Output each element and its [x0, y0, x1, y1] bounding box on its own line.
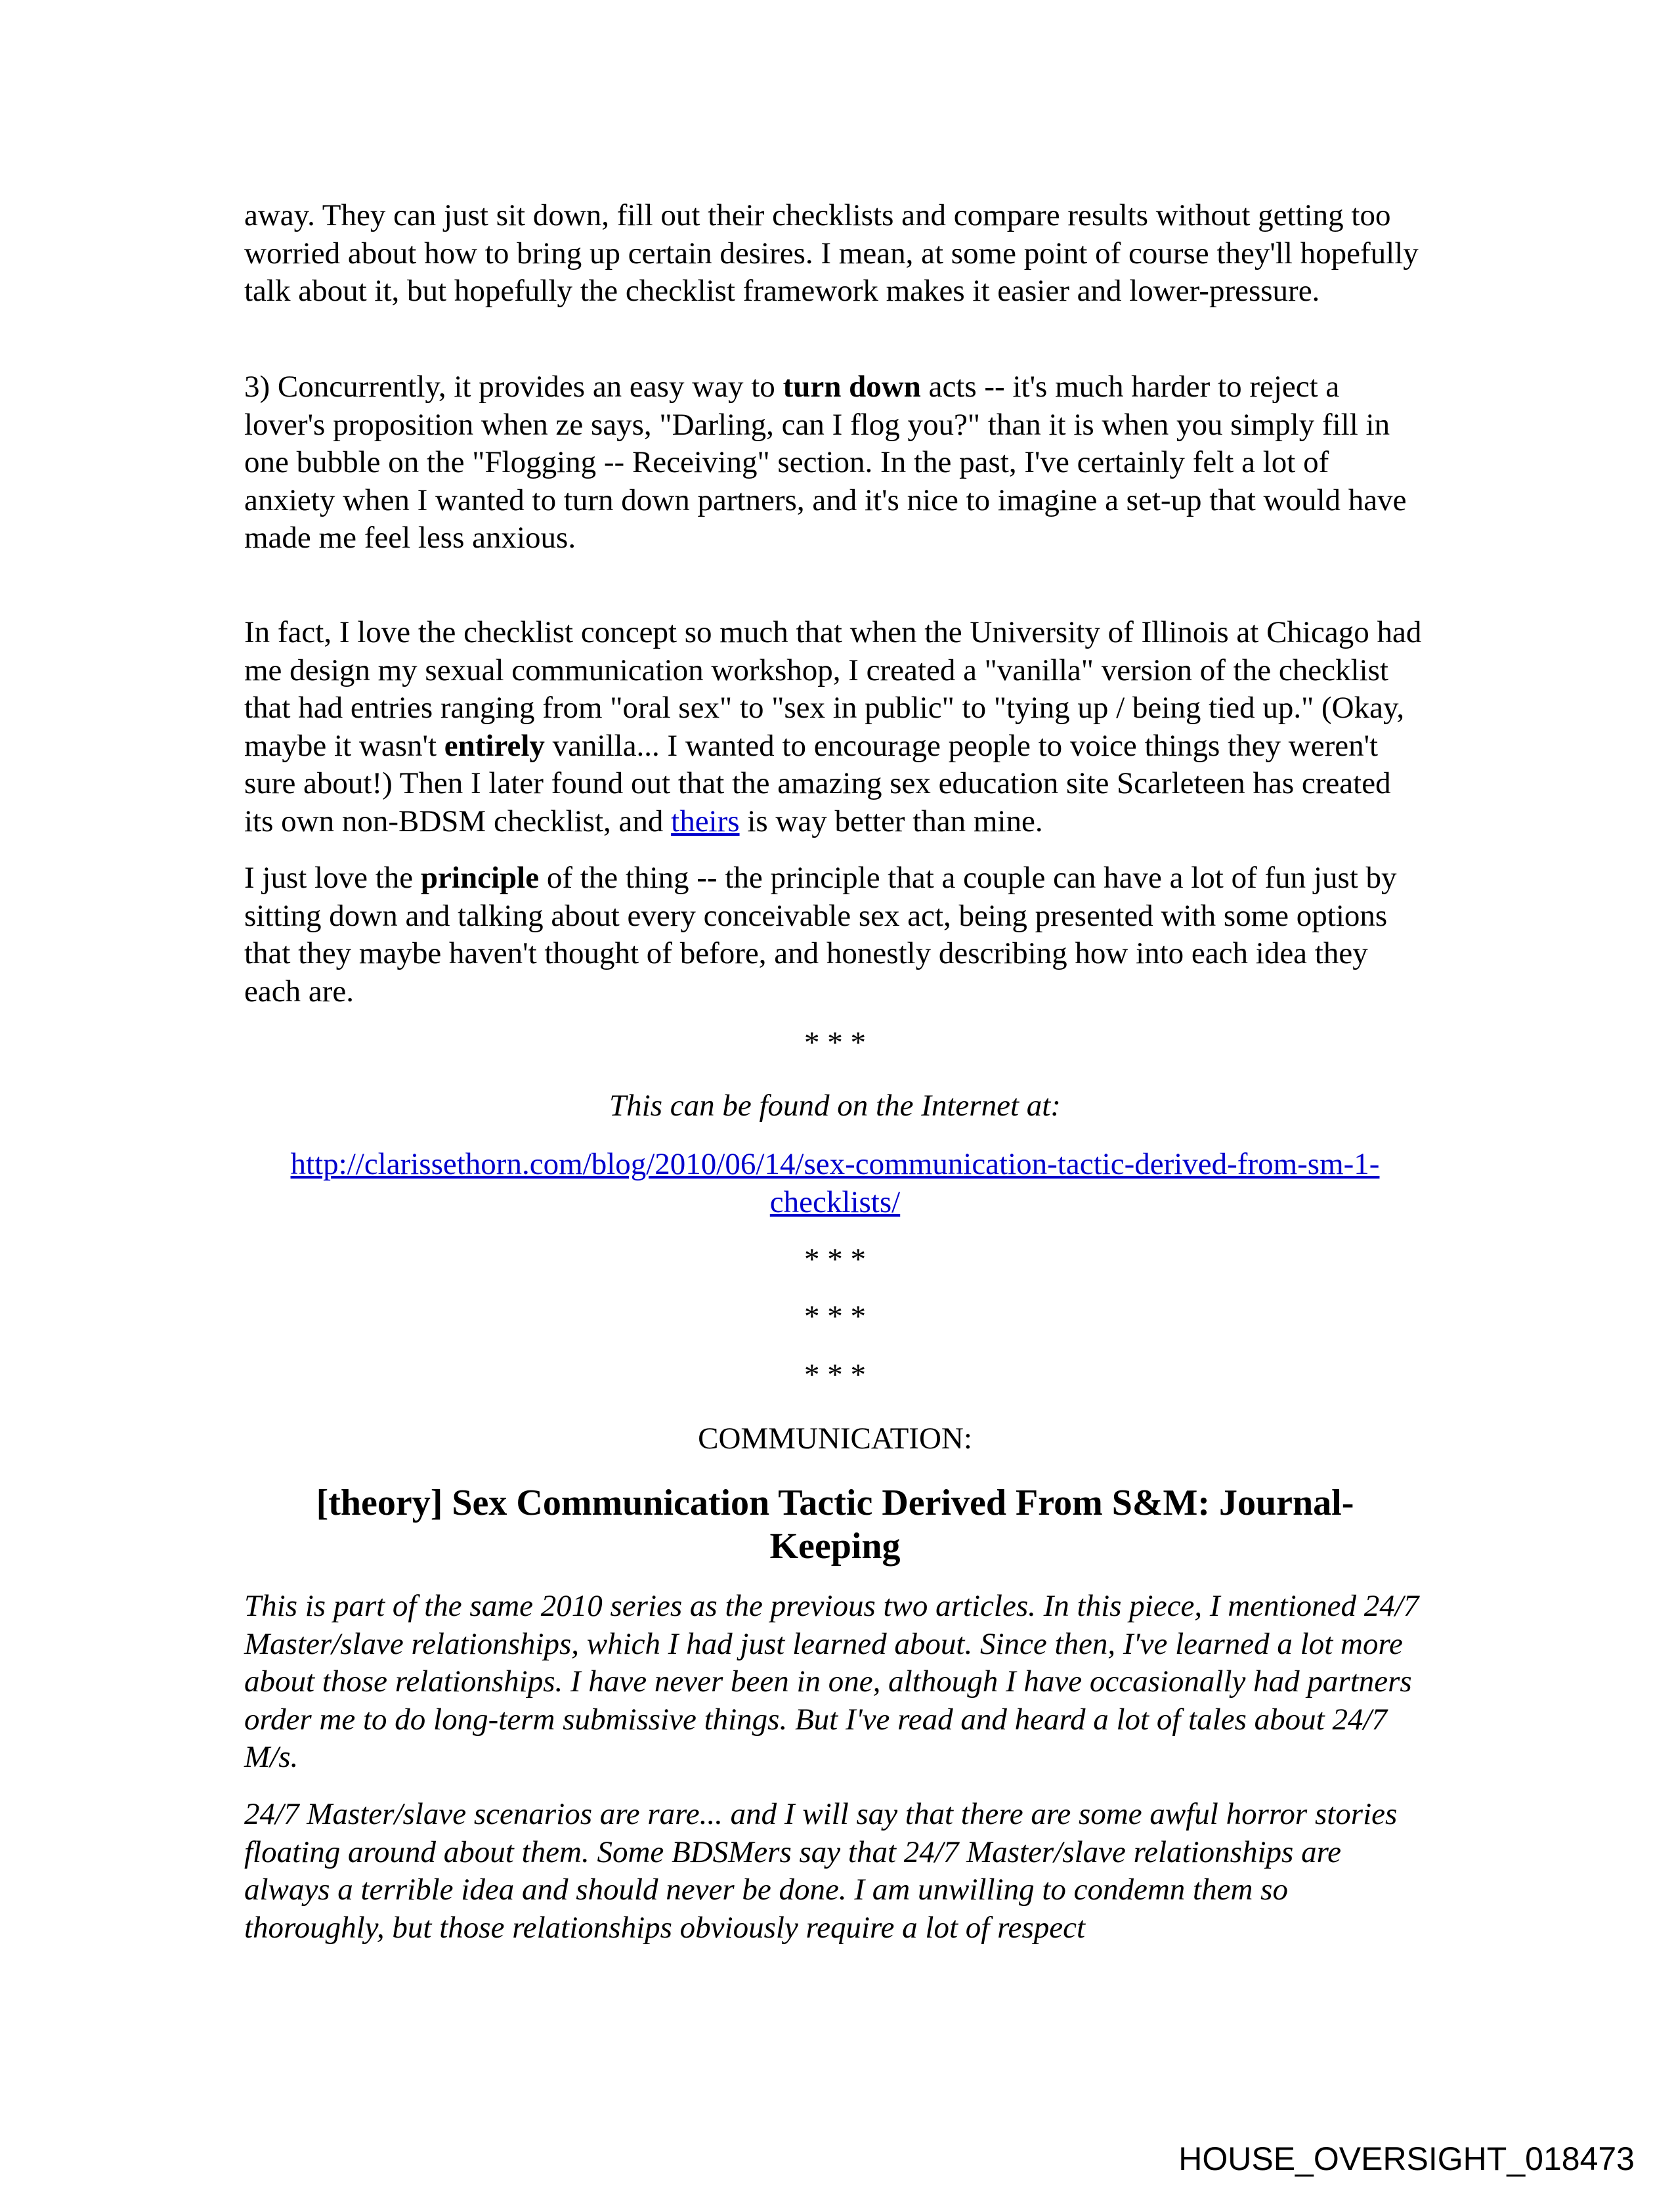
text: acts -- it's much harder to reject a lover's proposition when ze says, "Darling, can I flog you?" than it is when you simply fill in one bubble on the "Flogging -- Receiving" section. In the past, I've certainly felt a lot of anxiety when I wanted to turn down partners, and it's nice to imagine a set-up that would have made me feel less anxious.	[244, 370, 1407, 555]
separator: * * *	[804, 1299, 866, 1334]
separator: * * *	[804, 1026, 866, 1060]
source-label: This can be found on the Internet at:	[609, 1089, 1061, 1123]
intro-paragraph: 24/7 Master/slave scenarios are rare... and I will say that there are some awful horror stories floating around about them. Some BDSMers say that 24/7 Master/slave relationships are always a terrible idea and should never be done. I am unwilling to condemn them so thoroughly, but those relationships obviously require a lot of respect	[244, 1797, 1398, 1945]
text: vanilla... I wanted to encourage people to voice things they weren't sure about!) Then I later found out that the amazing sex education site Scarleteen has created its own non-BDSM checklist, and	[244, 728, 1391, 838]
paragraph-checklist-pressure: away. They can just sit down, fill out their checklists and compare results without getting too worried about how to bring up certain desires. I mean, at some point of course they'll hopefully talk about it, but hopefully the checklist framework makes it easier and lower-pressure.	[244, 198, 1419, 308]
bates-stamp: HOUSE_OVERSIGHT_018473	[1178, 2140, 1635, 2177]
text: I just love the	[244, 861, 421, 895]
bold-text: principle	[420, 861, 540, 895]
paragraph-turn-down	[244, 368, 1426, 557]
text: is way better than mine.	[739, 804, 1043, 838]
article-title-line: [theory] Sex Communication Tactic Derived From S&M: Journal-	[316, 1483, 1354, 1523]
paragraph-principle	[244, 859, 1426, 1010]
separator: * * *	[804, 1358, 866, 1392]
text: In fact, I love the checklist concept so much that when the University of Illinois at Chicago had me design my sexual communication workshop, I created a "vanilla" version of the checklist that had entries ranging from "oral sex" to "sex in public" to "tying up / being tied up." (Okay, maybe it wasn't	[244, 615, 1422, 763]
bold-text: turn down	[783, 370, 921, 404]
text: 3) Concurrently, it provides an easy way to	[244, 370, 783, 404]
theirs-link[interactable]: theirs	[671, 804, 740, 838]
text: of the thing -- the principle that a couple can have a lot of fun just by sitting down and talking about every conceivable sex act, being presented with some options that they maybe haven't thought of before, and honestly describing how into each idea they each are.	[244, 861, 1397, 1008]
separator: * * *	[804, 1242, 866, 1276]
article-title-line: Keeping	[769, 1526, 901, 1567]
article-title	[244, 1481, 1426, 1568]
source-url-link-continued[interactable]: checklists/	[769, 1184, 901, 1219]
bold-text: entirely	[444, 728, 545, 763]
intro-paragraph: This is part of the same 2010 series as the previous two articles. In this piece, I mentioned 24/7 Master/slave relationships, which I had just learned about. Since then, I've learned a lot more about those relationships. I have never been in one, although I have occasionally had partners order me to do long-term submissive things. But I've read and heard a lot of tales about 24/7 M/s.	[244, 1589, 1419, 1774]
paragraph-vanilla-checklist	[244, 614, 1426, 840]
source-url	[244, 1146, 1426, 1221]
source-url-link[interactable]: http://clarissethorn.com/blog/2010/06/14/sex-communication-tactic-derived-from-sm-1-	[290, 1147, 1380, 1181]
section-label: COMMUNICATION:	[698, 1421, 972, 1456]
